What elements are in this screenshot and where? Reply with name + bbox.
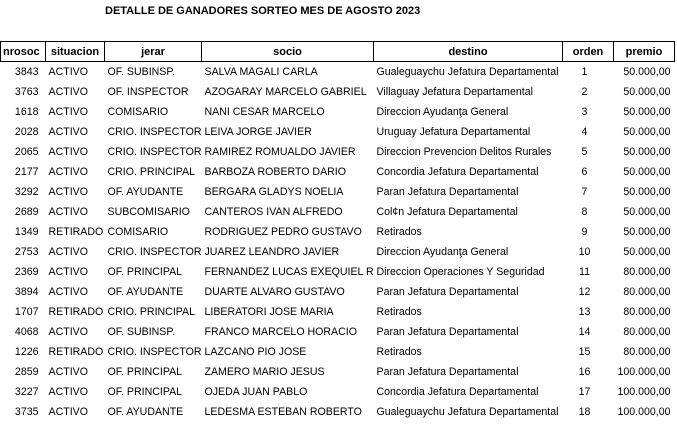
orden-cell: 17 xyxy=(578,386,591,398)
destino-cell: Direccion Prevencion Delitos Rurales xyxy=(376,146,552,158)
nrosoc-cell: 3763 xyxy=(14,86,39,98)
premio-cell: 50.000,00 xyxy=(623,166,671,178)
situacion-cell: ACTIVO xyxy=(48,86,88,98)
jerar-cell: CRIO. PRINCIPAL xyxy=(107,166,196,178)
table-row xyxy=(1,102,675,122)
situacion-cell: RETIRADO xyxy=(48,226,104,238)
orden-cell: 15 xyxy=(578,346,591,358)
destino-cell: Concordia Jefatura Departamental xyxy=(376,166,539,178)
socio-cell: AZOGARAY MARCELO GABRIEL xyxy=(204,86,367,98)
nrosoc-cell: 1226 xyxy=(14,346,39,358)
situacion-cell: ACTIVO xyxy=(48,166,88,178)
orden-cell: 18 xyxy=(578,406,591,418)
jerar-cell: SUBCOMISARIO xyxy=(107,206,190,218)
destino-cell: Retirados xyxy=(376,346,422,358)
nrosoc-cell: 2065 xyxy=(14,146,39,158)
jerar-cell: OF. AYUDANTE xyxy=(107,186,184,198)
socio-cell: FRANCO MARCELO HORACIO xyxy=(204,326,357,338)
destino-cell: Uruguay Jefatura Departamental xyxy=(376,126,531,138)
socio-cell: LEIVA JORGE JAVIER xyxy=(204,126,312,138)
orden-cell: 16 xyxy=(578,366,591,378)
column-header-orden: orden xyxy=(563,42,614,62)
nrosoc-cell: 3735 xyxy=(14,406,39,418)
report-title: DETALLE DE GANADORES SORTEO MES DE AGOSTO 2023 xyxy=(105,5,421,17)
premio-cell: 50.000,00 xyxy=(623,186,671,198)
socio-cell: LIBERATORI JOSE MARIA xyxy=(204,306,334,318)
nrosoc-cell: 4068 xyxy=(14,326,39,338)
socio-cell: RAMIREZ ROMUALDO JAVIER xyxy=(204,146,356,158)
destino-cell: Retirados xyxy=(376,226,422,238)
column-header-destino: destino xyxy=(374,42,563,62)
winners-table xyxy=(0,41,675,422)
orden-cell: 2 xyxy=(581,86,588,98)
situacion-cell: RETIRADO xyxy=(48,346,104,358)
orden-cell: 5 xyxy=(581,146,588,158)
column-header-socio: socio xyxy=(202,42,374,62)
orden-cell: 3 xyxy=(581,106,588,118)
premio-cell: 100.000,00 xyxy=(617,386,671,398)
situacion-cell: ACTIVO xyxy=(48,106,88,118)
table-row xyxy=(1,142,675,162)
situacion-cell: ACTIVO xyxy=(48,146,88,158)
destino-cell: Retirados xyxy=(376,306,422,318)
table-row xyxy=(1,322,675,342)
destino-cell: Paran Jefatura Departamental xyxy=(376,326,519,338)
jerar-cell: CRIO. INSPECTOR xyxy=(107,346,202,358)
nrosoc-cell: 3227 xyxy=(14,386,39,398)
jerar-cell: COMISARIO xyxy=(107,106,169,118)
table-row xyxy=(1,242,675,262)
nrosoc-cell: 1618 xyxy=(14,106,39,118)
jerar-cell: OF. AYUDANTE xyxy=(107,406,184,418)
situacion-cell: ACTIVO xyxy=(48,386,88,398)
socio-cell: JUAREZ LEANDRO JAVIER xyxy=(204,246,340,258)
orden-cell: 7 xyxy=(581,186,588,198)
nrosoc-cell: 3292 xyxy=(14,186,39,198)
nrosoc-cell: 1349 xyxy=(14,226,39,238)
premio-cell: 50.000,00 xyxy=(623,226,671,238)
destino-cell: Paran Jefatura Departamental xyxy=(376,366,519,378)
premio-cell: 80.000,00 xyxy=(623,306,671,318)
destino-cell: Col¢n Jefatura Departamental xyxy=(376,206,518,218)
table-row xyxy=(1,382,675,402)
socio-cell: ZAMERO MARIO JESUS xyxy=(204,366,325,378)
table-row xyxy=(1,82,675,102)
table-row xyxy=(1,262,675,282)
table-row xyxy=(1,122,675,142)
orden-cell: 9 xyxy=(581,226,588,238)
jerar-cell: OF. SUBINSP. xyxy=(107,326,176,338)
header-row xyxy=(1,42,675,62)
column-header-jerar: jerar xyxy=(105,42,202,62)
situacion-cell: ACTIVO xyxy=(48,286,88,298)
table-row xyxy=(1,342,675,362)
table-row xyxy=(1,362,675,382)
jerar-cell: CRIO. INSPECTOR xyxy=(107,126,202,138)
destino-cell: Villaguay Jefatura Departamental xyxy=(376,86,533,98)
situacion-cell: ACTIVO xyxy=(48,406,88,418)
jerar-cell: OF. AYUDANTE xyxy=(107,286,184,298)
nrosoc-cell: 2177 xyxy=(14,166,39,178)
socio-cell: DUARTE ALVARO GUSTAVO xyxy=(204,286,345,298)
premio-cell: 50.000,00 xyxy=(623,86,671,98)
jerar-cell: COMISARIO xyxy=(107,226,169,238)
socio-cell: FERNANDEZ LUCAS EXEQUIEL R xyxy=(204,266,374,278)
premio-cell: 80.000,00 xyxy=(623,326,671,338)
orden-cell: 8 xyxy=(581,206,588,218)
situacion-cell: ACTIVO xyxy=(48,326,88,338)
premio-cell: 50.000,00 xyxy=(623,66,671,78)
table-row xyxy=(1,182,675,202)
table-row xyxy=(1,162,675,182)
destino-cell: Paran Jefatura Departamental xyxy=(376,186,519,198)
destino-cell: Gualeguaychu Jefatura Departamental xyxy=(376,66,559,78)
nrosoc-cell: 2753 xyxy=(14,246,39,258)
column-header-premio: premio xyxy=(614,42,675,62)
orden-cell: 14 xyxy=(578,326,591,338)
premio-cell: 100.000,00 xyxy=(617,406,671,418)
socio-cell: NANI CESAR MARCELO xyxy=(204,106,325,118)
socio-cell: BERGARA GLADYS NOELIA xyxy=(204,186,344,198)
nrosoc-cell: 3894 xyxy=(14,286,39,298)
socio-cell: SALVA MAGALI CARLA xyxy=(204,66,318,78)
jerar-cell: CRIO. INSPECTOR xyxy=(107,146,202,158)
premio-cell: 80.000,00 xyxy=(623,286,671,298)
nrosoc-cell: 2028 xyxy=(14,126,39,138)
jerar-cell: CRIO. INSPECTOR xyxy=(107,246,202,258)
orden-cell: 4 xyxy=(581,126,588,138)
socio-cell: LEDESMA ESTEBAN ROBERTO xyxy=(204,406,362,418)
situacion-cell: ACTIVO xyxy=(48,246,88,258)
jerar-cell: OF. PRINCIPAL xyxy=(107,366,183,378)
orden-cell: 10 xyxy=(578,246,591,258)
column-header-situacion: situacion xyxy=(46,42,105,62)
destino-cell: Paran Jefatura Departamental xyxy=(376,286,519,298)
situacion-cell: ACTIVO xyxy=(48,126,88,138)
orden-cell: 13 xyxy=(578,306,591,318)
orden-cell: 11 xyxy=(579,266,590,278)
table-row xyxy=(1,222,675,242)
nrosoc-cell: 1707 xyxy=(14,306,39,318)
nrosoc-cell: 2859 xyxy=(14,366,39,378)
destino-cell: Gualeguaychu Jefatura Departamental xyxy=(376,406,559,418)
situacion-cell: ACTIVO xyxy=(48,186,88,198)
socio-cell: RODRIGUEZ PEDRO GUSTAVO xyxy=(204,226,362,238)
nrosoc-cell: 2369 xyxy=(14,266,39,278)
table-row xyxy=(1,402,675,422)
table-row xyxy=(1,62,675,83)
nrosoc-cell: 2689 xyxy=(14,206,39,218)
premio-cell: 50.000,00 xyxy=(623,126,671,138)
orden-cell: 12 xyxy=(578,286,591,298)
table-row xyxy=(1,302,675,322)
jerar-cell: OF. PRINCIPAL xyxy=(107,266,183,278)
table-row xyxy=(1,202,675,222)
premio-cell: 50.000,00 xyxy=(623,106,671,118)
situacion-cell: RETIRADO xyxy=(48,306,104,318)
nrosoc-cell: 3843 xyxy=(14,66,39,78)
socio-cell: CANTEROS IVAN ALFREDO xyxy=(204,206,343,218)
jerar-cell: OF. SUBINSP. xyxy=(107,66,176,78)
destino-cell: Direccion Operaciones Y Seguridad xyxy=(376,266,545,278)
socio-cell: OJEDA JUAN PABLO xyxy=(204,386,308,398)
orden-cell: 6 xyxy=(581,166,588,178)
premio-cell: 50.000,00 xyxy=(623,246,671,258)
table-row xyxy=(1,282,675,302)
premio-cell: 50.000,00 xyxy=(623,206,671,218)
destino-cell: Direccion Ayudanţa General xyxy=(376,246,509,258)
situacion-cell: ACTIVO xyxy=(48,266,88,278)
situacion-cell: ACTIVO xyxy=(48,366,88,378)
column-header-nrosoc: nrosoc xyxy=(1,42,46,62)
premio-cell: 50.000,00 xyxy=(623,146,671,158)
situacion-cell: ACTIVO xyxy=(48,66,88,78)
destino-cell: Direccion Ayudanţa General xyxy=(376,106,509,118)
jerar-cell: OF. PRINCIPAL xyxy=(107,386,183,398)
socio-cell: LAZCANO PIO JOSE xyxy=(204,346,307,358)
orden-cell: 1 xyxy=(581,66,588,78)
jerar-cell: OF. INSPECTOR xyxy=(107,86,189,98)
destino-cell: Concordia Jefatura Departamental xyxy=(376,386,539,398)
socio-cell: BARBOZA ROBERTO DARIO xyxy=(204,166,346,178)
premio-cell: 80.000,00 xyxy=(623,346,671,358)
jerar-cell: CRIO. PRINCIPAL xyxy=(107,306,196,318)
situacion-cell: ACTIVO xyxy=(48,206,88,218)
premio-cell: 100.000,00 xyxy=(617,366,671,378)
premio-cell: 80.000,00 xyxy=(623,266,671,278)
